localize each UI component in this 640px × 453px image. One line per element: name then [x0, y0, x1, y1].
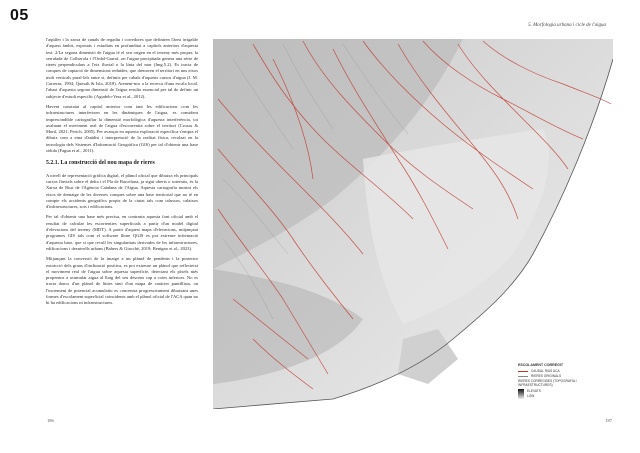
- section-heading: 5.2.1. La construcció del nou mapa de rieres: [46, 160, 155, 167]
- text-column: [46, 37, 198, 311]
- legend-label: CAUDAL RIUS ACA: [531, 369, 560, 373]
- chapter-number: 05: [10, 7, 29, 24]
- paragraph: l'aqüífer i la xarxa de canals de regadiu i corredores que definiren l'àrea irrigable d'aquest àmbit, exposats i estudiats en profunditat a capítols anteriors d'aquesta tesi. 2/La segona dimensió de l'aigua té el seu origen en el terreny més proper, la serralada de Collserola i l'Ordal-Garraf, on l'aigua precipitada genera una sèrie de rieres perpendiculars a l'eix fluvial o la línia del mar (Img.5.2). Es tracta de conques de captació de dimensions reduïdes, que drenaven el territori en uns eixos molt verticals paral·lels entre si, definits per cabals d'aquests cursos d'aigua (J. M. Carreras, 1994; Quesalt & Isla, 2018). Atenent-nos a la recerca d'una escala local, l'abast d'aquesta segona dimensió de l'aigua resulta essencial per tal de definir un subjecte d'estudi específic (Agudelo-Vera et al., 2012).: [46, 37, 198, 99]
- legend-item: [518, 369, 598, 373]
- legend-title: ESCOLAMENT CORREGIT: [518, 363, 564, 367]
- legend-subtitle: RIERES CORREGIDES (TOPOGRAFIA I INFRAESTRUCTURES): [518, 379, 577, 387]
- ramp-low-label: LOW: [527, 394, 535, 398]
- paragraph: A nivell de representació gràfica digital, el plànol oficial que dibuixa els principals cursos fluvials sobre el delta i el Pla de Barcelona, ja sigui oberts o soterrats, és la Xarxa de Rius de l'Agència Catalana de l'Aigua. Aquesta cartografia mostra els eixos de drenatge de les diverses conques sobre una base territorial que no té en compte els accidents geogràfics propis de la ciutat tals com talussos, calaixos d'infraestructures, sots i edificacions.: [46, 172, 198, 210]
- drainage-map: [213, 39, 613, 409]
- page-number-right: 187: [605, 418, 612, 423]
- legend-swatch: [518, 371, 528, 372]
- paragraph: Havent constatat al capítol anterior com tant les edificacions com les infraestructures interferixen en les dinàmiques de l'aigua, es considera imprescindible cartografiar la dimensió morfològica d'aquesta interferència, tot avaluant el moviment real de l'aigua d'escorrentia sobre el territori (Crosas & Martí, 2021; Perich, 2005). Per avançar en aquesta exploració específica s'empra el dibuix com a eina d'anàlisi i interpretació de la realitat física, recolzat en la tecnologia dels Sistemes d'Informació Geogràfica (GIS) per tal d'obtenir una base sòlida (Fagua et al., 2011).: [46, 103, 198, 154]
- paragraph: Per tal d'obtenir una base més precisa, en contrasta aquesta font oficial amb el resultat de calcular les escorrenties superficials a partir d'un model digital d'elevacions del terreny (MDT). A partir d'aquest mapa d'elevacions, mitjançant programes GIS tals com el software lliure QGIS es pot extreure informació d'aquesta base, que si que recull les singularitats derivades de les infraestructures, edificacions i desnivells urbans (Bahers & Giacchè, 2019; Benigno et al., 2023).: [46, 214, 198, 251]
- map-legend: [518, 363, 598, 399]
- running-head: 5. Morfologia urbana i cicle de l'aigua: [528, 23, 606, 28]
- elevation-ramp: [518, 389, 524, 399]
- legend-item: [518, 374, 598, 378]
- urban-area: [363, 129, 549, 324]
- legend-swatch: [518, 376, 528, 377]
- paragraph: Mitjançant la conversió de la imatge a un plànol de pendents i la posterior extracció dels graus d'inclinació positiva, es pot extreure un plànol que reflecteixi el moviment real de l'aigua sobre aquesta superfície, detectant els píxels més propensos a acumular aigua al llarg del seu descens cap a cotes inferiors. No es tracta doncs d'un plànol de línies sinó d'un mapa de caràcter puntillista, on l'increment de potencial acumulatiu es concentra progressivament dibuixant unes formes d'escolament superficial coincidents amb el plànol oficial de l'ACA quan no hi ha edificacions ni infraestructures.: [46, 256, 198, 306]
- page-number-left: 186: [47, 418, 54, 423]
- legend-label: RIERES ORIGINALS: [531, 374, 562, 378]
- legend-ramp: [518, 389, 598, 399]
- ramp-high-label: ELEVATS: [527, 389, 541, 393]
